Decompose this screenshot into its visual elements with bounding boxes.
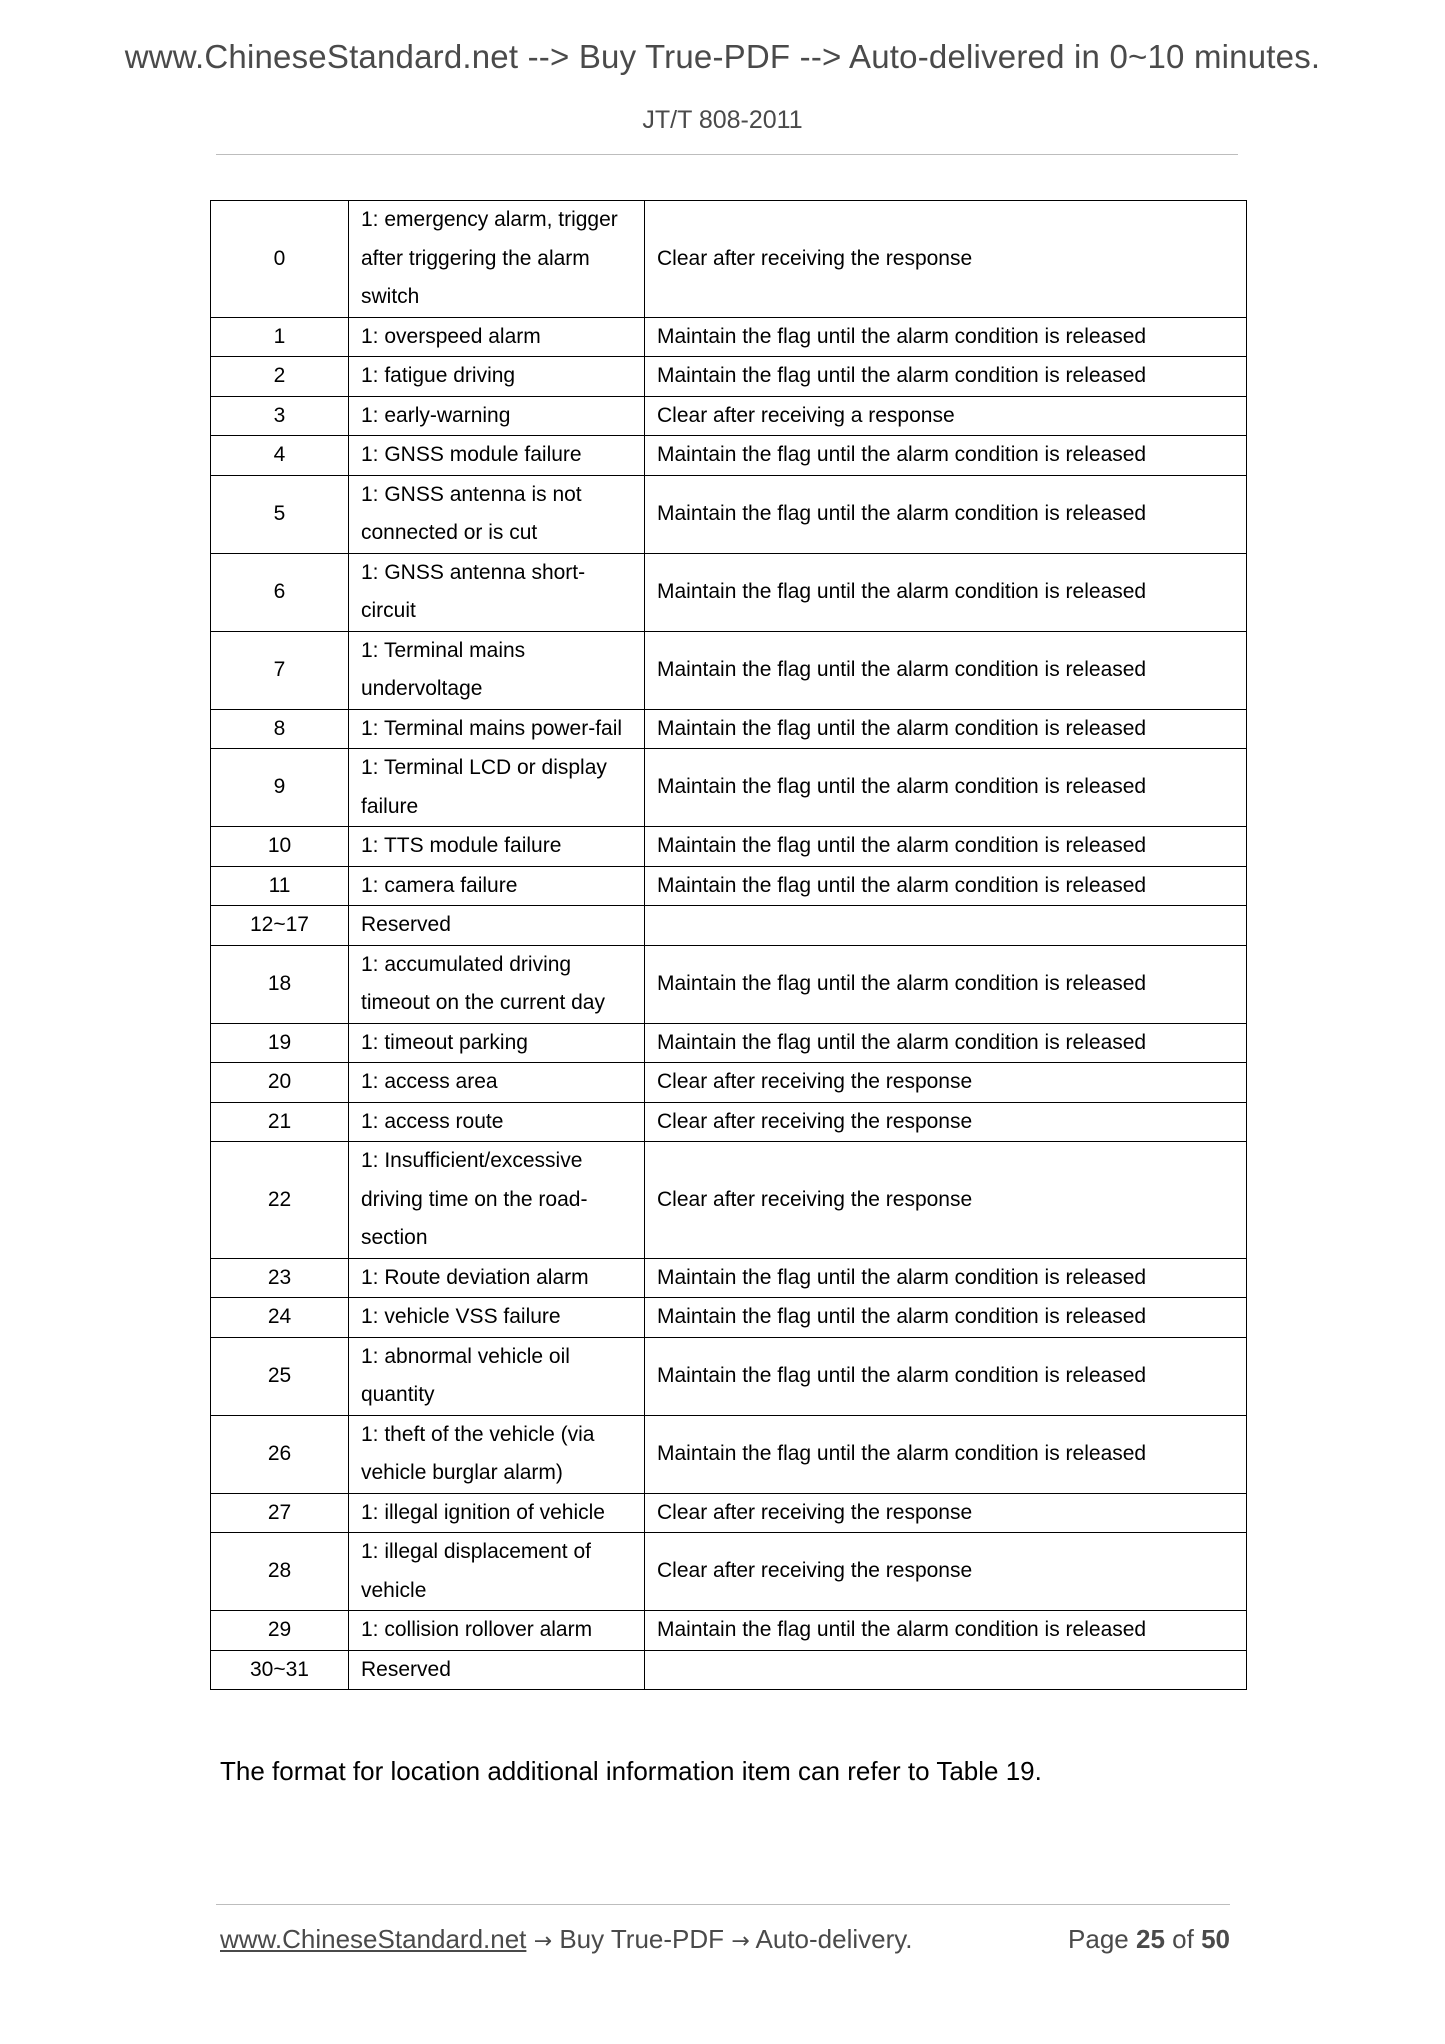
table-row (211, 1493, 1247, 1533)
table-row (211, 749, 1247, 827)
table-row (211, 1023, 1247, 1063)
bit-cell: 21 (211, 1102, 349, 1142)
table-row (211, 1533, 1247, 1611)
meaning-cell: 1: overspeed alarm (349, 317, 645, 357)
table-row (211, 1142, 1247, 1259)
bit-cell: 4 (211, 436, 349, 476)
meaning-cell: 1: early-warning (349, 396, 645, 436)
meaning-cell: 1: theft of the vehicle (via vehicle burglar alarm) (349, 1415, 645, 1493)
meaning-cell: 1: accumulated driving timeout on the current day (349, 945, 645, 1023)
meaning-cell: 1: vehicle VSS failure (349, 1298, 645, 1338)
handling-cell: Maintain the flag until the alarm condition is released (645, 475, 1247, 553)
alarm-flag-table-body (211, 201, 1247, 1690)
site-banner: www.ChineseStandard.net --> Buy True-PDF --> Auto-delivered in 0~10 minutes. (124, 38, 1321, 75)
bit-cell: 12~17 (211, 906, 349, 946)
handling-cell: Clear after receiving the response (645, 1063, 1247, 1103)
right-arrow-icon: → (731, 1929, 750, 1954)
handling-cell: Clear after receiving the response (645, 1102, 1247, 1142)
handling-cell: Maintain the flag until the alarm condition is released (645, 1298, 1247, 1338)
footer-delivery-text: Auto-delivery. (755, 1924, 913, 1954)
meaning-cell: 1: Insufficient/excessive driving time on the road-section (349, 1142, 645, 1259)
bit-cell: 29 (211, 1611, 349, 1651)
bit-cell: 2 (211, 357, 349, 397)
meaning-cell: Reserved (349, 1650, 645, 1690)
footer-buy-text: Buy True-PDF (559, 1924, 725, 1954)
meaning-cell: 1: emergency alarm, trigger after triggering the alarm switch (349, 201, 645, 318)
handling-cell: Clear after receiving a response (645, 396, 1247, 436)
table-row (211, 1611, 1247, 1651)
meaning-cell: 1: Terminal mains power-fail (349, 709, 645, 749)
meaning-cell: 1: GNSS antenna is not connected or is cut (349, 475, 645, 553)
table-row (211, 553, 1247, 631)
handling-cell: Maintain the flag until the alarm condition is released (645, 553, 1247, 631)
meaning-cell: 1: GNSS module failure (349, 436, 645, 476)
bit-cell: 6 (211, 553, 349, 631)
meaning-cell: 1: TTS module failure (349, 827, 645, 867)
bit-cell: 5 (211, 475, 349, 553)
right-arrow-icon: → (533, 1929, 553, 1954)
handling-cell: Maintain the flag until the alarm condition is released (645, 317, 1247, 357)
handling-cell (645, 906, 1247, 946)
page-number: 25 (1136, 1924, 1165, 1954)
table-row (211, 827, 1247, 867)
table-row (211, 1337, 1247, 1415)
table-row (211, 357, 1247, 397)
table-row (211, 317, 1247, 357)
handling-cell: Maintain the flag until the alarm condition is released (645, 709, 1247, 749)
handling-cell (645, 1650, 1247, 1690)
table-row (211, 1298, 1247, 1338)
page-indicator (1068, 1924, 1230, 1955)
bit-cell: 28 (211, 1533, 349, 1611)
meaning-cell: 1: Route deviation alarm (349, 1258, 645, 1298)
footer-links (220, 1924, 913, 1955)
handling-cell: Maintain the flag until the alarm condition is released (645, 1611, 1247, 1651)
meaning-cell: 1: camera failure (349, 866, 645, 906)
table-row (211, 436, 1247, 476)
bit-cell: 30~31 (211, 1650, 349, 1690)
bit-cell: 25 (211, 1337, 349, 1415)
table-row (211, 866, 1247, 906)
of-label: of (1172, 1924, 1194, 1954)
meaning-cell: 1: abnormal vehicle oil quantity (349, 1337, 645, 1415)
table-row (211, 396, 1247, 436)
bit-cell: 27 (211, 1493, 349, 1533)
footer-site-link[interactable]: www.ChineseStandard.net (220, 1924, 527, 1954)
table-row (211, 906, 1247, 946)
table-row (211, 475, 1247, 553)
bit-cell: 9 (211, 749, 349, 827)
meaning-cell: 1: access route (349, 1102, 645, 1142)
meaning-cell: 1: illegal ignition of vehicle (349, 1493, 645, 1533)
table-row (211, 709, 1247, 749)
meaning-cell: 1: access area (349, 1063, 645, 1103)
handling-cell: Maintain the flag until the alarm condition is released (645, 1258, 1247, 1298)
bit-cell: 22 (211, 1142, 349, 1259)
table-row (211, 201, 1247, 318)
footer-divider (216, 1904, 1230, 1905)
handling-cell: Maintain the flag until the alarm condition is released (645, 749, 1247, 827)
handling-cell: Maintain the flag until the alarm condition is released (645, 1337, 1247, 1415)
meaning-cell: Reserved (349, 906, 645, 946)
handling-cell: Maintain the flag until the alarm condition is released (645, 866, 1247, 906)
table-row (211, 1258, 1247, 1298)
handling-cell: Maintain the flag until the alarm condition is released (645, 436, 1247, 476)
meaning-cell: 1: collision rollover alarm (349, 1611, 645, 1651)
handling-cell: Maintain the flag until the alarm condition is released (645, 631, 1247, 709)
table-row (211, 1102, 1247, 1142)
bit-cell: 1 (211, 317, 349, 357)
page-label: Page (1068, 1924, 1129, 1954)
table-row (211, 631, 1247, 709)
table-row (211, 945, 1247, 1023)
bit-cell: 11 (211, 866, 349, 906)
bit-cell: 0 (211, 201, 349, 318)
table-row (211, 1063, 1247, 1103)
handling-cell: Maintain the flag until the alarm condition is released (645, 1023, 1247, 1063)
handling-cell: Clear after receiving the response (645, 1493, 1247, 1533)
document-code: JT/T 808-2011 (642, 106, 803, 134)
total-pages: 50 (1201, 1924, 1230, 1954)
table-reference-note: The format for location additional information item can refer to Table 19. (220, 1756, 1042, 1786)
header-divider (216, 154, 1238, 155)
handling-cell: Clear after receiving the response (645, 1533, 1247, 1611)
alarm-flag-table (210, 200, 1247, 1690)
handling-cell: Maintain the flag until the alarm condition is released (645, 1415, 1247, 1493)
table-row (211, 1415, 1247, 1493)
bit-cell: 26 (211, 1415, 349, 1493)
handling-cell: Maintain the flag until the alarm condition is released (645, 357, 1247, 397)
meaning-cell: 1: GNSS antenna short-circuit (349, 553, 645, 631)
meaning-cell: 1: Terminal LCD or display failure (349, 749, 645, 827)
bit-cell: 8 (211, 709, 349, 749)
handling-cell: Clear after receiving the response (645, 1142, 1247, 1259)
handling-cell: Maintain the flag until the alarm condition is released (645, 945, 1247, 1023)
table-row (211, 1650, 1247, 1690)
bit-cell: 20 (211, 1063, 349, 1103)
bit-cell: 19 (211, 1023, 349, 1063)
bit-cell: 10 (211, 827, 349, 867)
bit-cell: 18 (211, 945, 349, 1023)
handling-cell: Maintain the flag until the alarm condition is released (645, 827, 1247, 867)
bit-cell: 24 (211, 1298, 349, 1338)
meaning-cell: 1: illegal displacement of vehicle (349, 1533, 645, 1611)
meaning-cell: 1: fatigue driving (349, 357, 645, 397)
bit-cell: 23 (211, 1258, 349, 1298)
handling-cell: Clear after receiving the response (645, 201, 1247, 318)
bit-cell: 7 (211, 631, 349, 709)
bit-cell: 3 (211, 396, 349, 436)
meaning-cell: 1: Terminal mains undervoltage (349, 631, 645, 709)
meaning-cell: 1: timeout parking (349, 1023, 645, 1063)
